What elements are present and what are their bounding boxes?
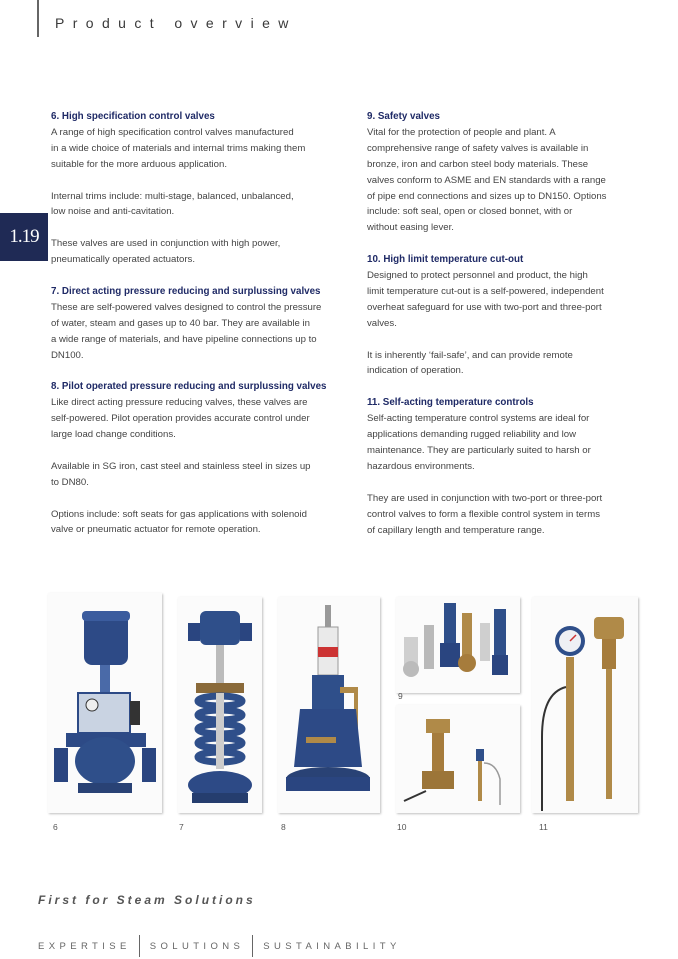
product-photo-pilot-operated-prv — [278, 597, 380, 813]
section-gap — [367, 236, 647, 252]
left-text-column — [51, 109, 351, 538]
body-text-line: in a wide choice of materials and internal trims making them — [51, 142, 306, 154]
body-text-line: These valves are used in conjunction with high power, — [51, 238, 281, 250]
paragraph-gap — [367, 332, 647, 348]
body-text-line: of water, steam and gases up to 40 bar. They are available in — [51, 317, 311, 329]
body-text-line: Like direct acting pressure reducing valves, these valves are — [51, 397, 308, 409]
page-number-tab — [0, 213, 48, 261]
product-photo-safety-valves — [396, 597, 520, 693]
footer-keyword-solutions: SOLUTIONS — [149, 940, 245, 952]
body-text-line: comprehensive range of safety valves is available in — [367, 142, 589, 154]
body-text-line: of capillary length and temperature range. — [367, 524, 545, 536]
body-text-line: Available in SG iron, cast steel and stainless steel in sizes up — [51, 460, 311, 472]
body-text-line: indication of operation. — [367, 365, 464, 377]
body-text-line: A range of high specification control valves manufactured — [51, 126, 294, 138]
product-photo-high-limit-cutout — [396, 705, 520, 813]
body-text-line: low noise and anti-cavitation. — [51, 206, 175, 218]
section-heading: 8. Pilot operated pressure reducing and surplussing valves — [51, 381, 327, 393]
section-gap — [51, 363, 351, 379]
body-text-line: valves. — [367, 317, 397, 329]
body-text-line: large load change conditions. — [51, 429, 176, 441]
body-text-line: to DN80. — [51, 476, 89, 488]
body-text-line: include: soft seal, open or closed bonnet, with or — [367, 206, 573, 218]
section-heading: 7. Direct acting pressure reducing and surplussing valves — [51, 285, 321, 297]
body-text-line: Self-acting temperature control systems are ideal for — [367, 413, 590, 425]
section-heading: 11. Self-acting temperature controls — [367, 397, 534, 409]
body-text-line: applications demanding rugged reliability and low — [367, 429, 577, 441]
body-text-line: self-powered. Pilot operation provides accurate control under — [51, 413, 310, 425]
page-title: Product overview — [55, 15, 297, 31]
footer-keywords — [38, 935, 401, 957]
body-text-line: a wide range of materials, and have pipeline connections up to — [51, 333, 317, 345]
footer-slogan: First for Steam Solutions — [38, 893, 256, 907]
caption-10: 10 — [397, 822, 407, 832]
body-text-line: maintenance. They are particularly suited to harsh or — [367, 444, 591, 456]
paragraph-gap — [51, 220, 351, 236]
footer-divider — [252, 935, 253, 957]
body-text-line: pneumatically operated actuators. — [51, 254, 195, 266]
product-photo-self-acting-temperature-control — [532, 597, 638, 813]
body-text-line: bronze, iron and carbon steel body materials. These — [367, 158, 589, 170]
body-text-line: overheat safeguard for use with two-port and three-port — [367, 301, 602, 313]
body-text-line: Vital for the protection of people and plant. A — [367, 126, 556, 138]
footer-divider — [139, 935, 140, 957]
caption-7: 7 — [179, 822, 184, 832]
paragraph-gap — [51, 173, 351, 189]
footer-keyword-sustainability: SUSTAINABILITY — [263, 940, 401, 952]
body-text-line: Designed to protect personnel and product, the high — [367, 270, 588, 282]
body-text-line: of pipe end connections and sizes up to DN150. Options — [367, 190, 607, 202]
body-text-line: Options include: soft seats for gas applications with solenoid — [51, 508, 307, 520]
caption-11: 11 — [539, 822, 548, 832]
body-text-line: DN100. — [51, 349, 84, 361]
page-number: 1.19 — [9, 226, 39, 247]
section-gap — [367, 379, 647, 395]
paragraph-gap — [367, 475, 647, 491]
body-text-line: suitable for the more arduous application. — [51, 158, 227, 170]
body-text-line: valve or pneumatic actuator for remote operation. — [51, 524, 261, 536]
paragraph-gap — [51, 491, 351, 507]
footer-keyword-expertise: EXPERTISE — [38, 940, 131, 952]
product-photo-direct-acting-prv — [178, 597, 262, 813]
section-heading: 6. High specification control valves — [51, 111, 215, 122]
body-text-line: control valves to form a flexible control system in terms — [367, 508, 600, 520]
body-text-line: valves conform to ASME and EN standards with a range — [367, 174, 606, 186]
body-text-line: limit temperature cut-out is a self-powered, independent — [367, 285, 604, 297]
header-rule — [37, 0, 39, 37]
body-text-line: without easing lever. — [367, 222, 454, 234]
section-gap — [51, 268, 351, 284]
body-text-line: It is inherently ‘fail-safe’, and can provide remote — [367, 349, 573, 361]
caption-6: 6 — [53, 822, 58, 832]
body-text-line: These are self-powered valves designed to control the pressure — [51, 301, 322, 313]
caption-9: 9 — [398, 691, 403, 701]
body-text-line: Internal trims include: multi-stage, balanced, unbalanced, — [51, 190, 294, 202]
right-text-column — [367, 109, 647, 538]
body-text-line: hazardous environments. — [367, 460, 475, 472]
section-heading: 10. High limit temperature cut-out — [367, 254, 524, 266]
product-photo-control-valve — [48, 593, 162, 813]
section-heading: 9. Safety valves — [367, 111, 440, 122]
caption-8: 8 — [281, 822, 286, 832]
body-text-line: They are used in conjunction with two-port or three-port — [367, 492, 603, 504]
paragraph-gap — [51, 443, 351, 459]
